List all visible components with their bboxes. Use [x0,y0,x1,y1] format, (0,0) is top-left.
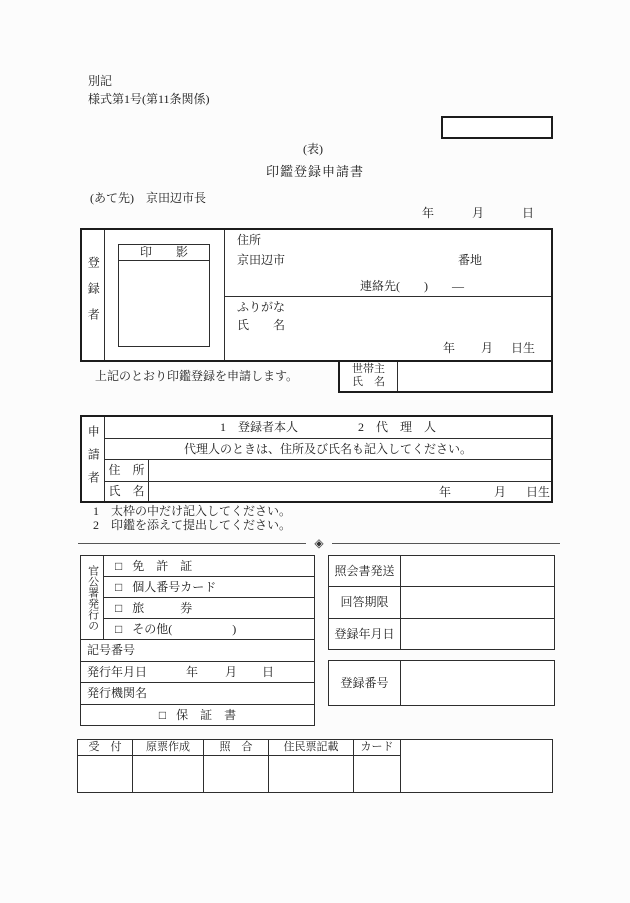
registration-number-cell [401,661,554,705]
issue-date-label: 発行年月日 [87,665,148,679]
registrant-table [80,228,553,362]
applicant-name-cell [149,482,551,501]
registration-number-box [328,660,555,706]
registration-date-row [329,619,554,649]
id-option-other [104,619,314,640]
id-docs-side-label: 官公署発行の [86,564,99,631]
reply-deadline-label: 回答期限 [329,587,401,617]
record-header: 原票作成 [133,740,203,756]
verify-cell [204,756,268,792]
date-day-label: 日 [521,206,534,220]
other-label: その他( ) [132,622,237,636]
applicant-table [80,415,553,503]
process-col-card [354,740,401,792]
householder-label-line2: 氏 名 [352,376,385,388]
issuer-row: 発行機関名 [81,683,314,705]
issue-day-label: 日 [262,665,275,679]
applicant-type-row: 1 登録者本人 2 代 理 人 [105,417,551,439]
process-remarks-cell [401,740,552,792]
addressee: (あて先) 京田辺市長 [90,191,206,205]
office-use-table [328,555,555,650]
registration-number-label: 登録番号 [329,661,401,705]
guarantee-label: 保 証 書 [176,708,237,722]
applicant-name-label: 氏 名 [105,482,149,501]
guarantee-checkbox-icon: □ [158,708,167,722]
id-docs-side-cell [81,556,104,640]
instruction-note-2: 2 印鑑を添えて提出してください。 [93,518,292,532]
resident-header: 住民票記載 [269,740,353,756]
reply-deadline-row [329,587,554,618]
other-checkbox-icon: □ [115,622,123,636]
passport-label: 旅 券 [132,601,193,615]
inquiry-sent-label: 照会書発送 [329,556,401,586]
householder-box [338,360,553,393]
applicant-name-row [105,482,551,501]
registrant-side-label: 登録者 [86,256,101,334]
issue-year-label: 年 [186,665,199,679]
resident-cell [269,756,353,792]
record-cell [133,756,203,792]
applicant-detail-region [105,417,551,501]
applicant-birth-year: 年 [439,484,452,499]
reply-deadline-cell [401,587,554,617]
section-divider [78,537,560,549]
instruction-note-1: 1 太枠の中だけ記入してください。 [93,504,292,518]
registrant-name-label: 氏 名 [237,318,286,332]
process-col-resident [269,740,354,792]
registration-date-label: 登録年月日 [329,619,401,649]
registration-date-cell [401,619,554,649]
date-month-label: 月 [471,206,484,220]
divider-line-left [78,543,306,544]
license-checkbox-icon: □ [115,559,123,573]
city-prefill: 京田辺市 [237,253,286,267]
seal-impression-box [118,244,210,347]
divider-line-right [332,543,560,544]
applicant-side-cell [82,417,105,501]
application-date-line [422,206,534,220]
birth-day-label: 日生 [510,340,535,355]
margin-note: 別記 [88,74,113,88]
form-number: 様式第1号(第11条関係) [88,92,210,106]
householder-label-line1: 世帯主 [352,363,385,375]
card-header: カード [354,740,400,756]
issue-month-label: 月 [225,665,238,679]
passport-checkbox-icon: □ [115,601,123,615]
reception-cell [78,756,132,792]
householder-label-cell [340,362,398,391]
applicant-address-row [105,460,551,482]
diamond-ornament-icon: ◈ [314,535,324,550]
page-side-label: (表) [303,142,323,156]
id-option-mynumber [104,577,314,598]
applicant-birth-day: 日生 [526,484,551,499]
contact-label: 連絡先( ) ― [360,279,464,293]
registrant-detail-region [224,230,551,360]
banchi-label: 番地 [458,253,483,267]
process-col-record [133,740,204,792]
guarantee-row [81,705,314,725]
process-col-verify [204,740,269,792]
process-col-reception [78,740,133,792]
form-title: 印鑑登録申請書 [265,164,364,179]
id-option-license [104,556,314,577]
applicant-side-label: 申請者 [86,424,101,494]
card-cell [354,756,400,792]
applicant-address-label: 住 所 [105,460,149,481]
registrant-birth-line [443,341,535,355]
registrant-row-divider [225,296,551,297]
process-table [77,739,553,793]
corner-stamp-box [441,116,553,139]
registrant-side-cell [82,230,105,360]
license-label: 免 許 証 [132,559,193,573]
verify-header: 照 合 [204,740,268,756]
mynumber-checkbox-icon: □ [115,580,123,594]
id-option-passport [104,598,314,619]
furigana-label: ふりがな [237,300,286,314]
birth-month-label: 月 [480,340,493,355]
seal-impression-label: 印 影 [119,245,209,261]
serial-number-row: 記号番号 [81,640,314,662]
id-docs-table [80,555,315,726]
applicant-birth-month: 月 [494,484,507,499]
issue-date-row [81,662,314,683]
declaration-text: 上記のとおり印鑑登録を申請します。 [95,369,299,383]
reception-header: 受 付 [78,740,132,756]
householder-name-cell [398,362,551,391]
address-label: 住所 [237,233,262,247]
birth-year-label: 年 [442,340,455,355]
date-year-label: 年 [422,206,435,220]
agent-note-row: 代理人のときは、住所及び氏名も記入してください。 [105,439,551,460]
inquiry-sent-row [329,556,554,587]
mynumber-label: 個人番号カード [132,580,217,594]
inquiry-sent-cell [401,556,554,586]
applicant-address-cell [149,460,551,481]
